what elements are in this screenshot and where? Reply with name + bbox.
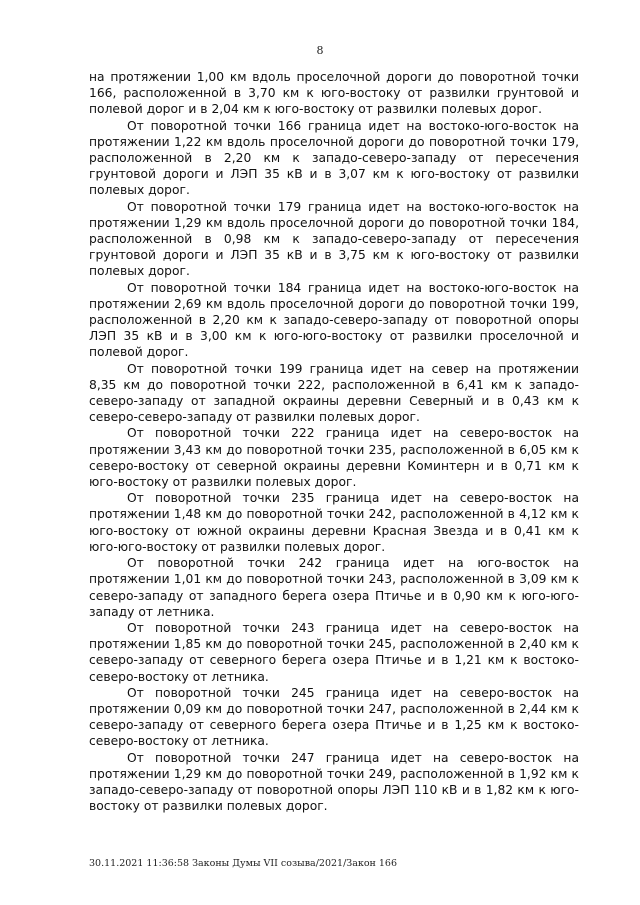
document-body [89, 69, 579, 814]
paragraph: От поворотной точки 245 граница идет на северо-восток на протяжении 0,09 км до поворотной точки 247, расположенной в 2,44 км к северо-западу от северного берега озера Птичье и в 1,25 км к востоко-северо-востоку от летника. [89, 685, 579, 749]
paragraph: От поворотной точки 243 граница идет на северо-восток на протяжении 1,85 км до поворотной точки 245, расположенной в 2,40 км к северо-западу от северного берега озера Птичье и в 1,21 км к востоко-северо-востоку от летника. [89, 620, 579, 684]
paragraph: От поворотной точки 235 граница идет на северо-восток на протяжении 1,48 км до поворотной точки 242, расположенной в 4,12 км к юго-востоку от южной окраины деревни Красная Звезда и в 0,41 км к юго-юго-востоку от развилки полевых дорог. [89, 491, 579, 554]
paragraph: От поворотной точки 166 граница идет на востоко-юго-восток на протяжении 1,22 км вдоль проселочной дороги до поворотной точки 179, расположенной в 2,20 км к западо-северо-западу от пересечения грунтовой дороги и ЛЭП 35 кВ и в 3,07 км к юго-востоку от развилки полевых дорог. [89, 118, 579, 198]
paragraph: От поворотной точки 242 граница идет на юго-восток на протяжении 1,01 км до поворотной точки 243, расположенной в 3,09 км к северо-западу от западного берега озера Птичье и в 0,90 км к юго-юго-западу от летника. [89, 556, 579, 619]
paragraph: От поворотной точки 179 граница идет на востоко-юго-восток на протяжении 1,29 км вдоль проселочной дороги до поворотной точки 184, расположенной в 0,98 км к западо-северо-западу от пересечения грунтовой дороги и ЛЭП 35 кВ и в 3,75 км к юго-востоку от развилки полевых дорог. [89, 199, 579, 279]
paragraph: От поворотной точки 199 граница идет на север на протяжении 8,35 км до поворотной точки 222, расположенной в 6,41 км к западо-северо-западу от западной окраины деревни Северный и в 0,43 км к северо-северо-западу от развилки полевых дорог. [89, 361, 579, 425]
page-number: 8 [316, 44, 324, 57]
paragraph: От поворотной точки 184 граница идет на востоко-юго-восток на протяжении 2,69 км вдоль проселочной дороги до поворотной точки 199, расположенной в 2,20 км к западо-северо-западу от поворотной опоры ЛЭП 35 кВ и в 3,00 км к юго-юго-востоку от развилки проселочной и полевой дорог. [89, 280, 579, 360]
document-footer: 30.11.2021 11:36:58 Законы Думы VII созыва/2021/Закон 166 [89, 858, 398, 869]
paragraph: От поворотной точки 247 граница идет на северо-восток на протяжении 1,29 км до поворотной точки 249, расположенной в 1,92 км к западо-северо-западу от поворотной опоры ЛЭП 110 кВ и в 1,82 км к юго-востоку от развилки полевых дорог. [89, 750, 579, 814]
paragraph: на протяжении 1,00 км вдоль проселочной дороги до поворотной точки 166, расположенной в 3,70 км к юго-востоку от развилки грунтовой и полевой дорог и в 2,04 км к юго-востоку от развилки полевых дорог. [89, 70, 579, 117]
paragraph: От поворотной точки 222 граница идет на северо-восток на протяжении 3,43 км до поворотной точки 235, расположенной в 6,05 км к северо-востоку от северной окраины деревни Коминтерн и в 0,71 км к юго-востоку от развилки полевых дорог. [89, 426, 579, 490]
